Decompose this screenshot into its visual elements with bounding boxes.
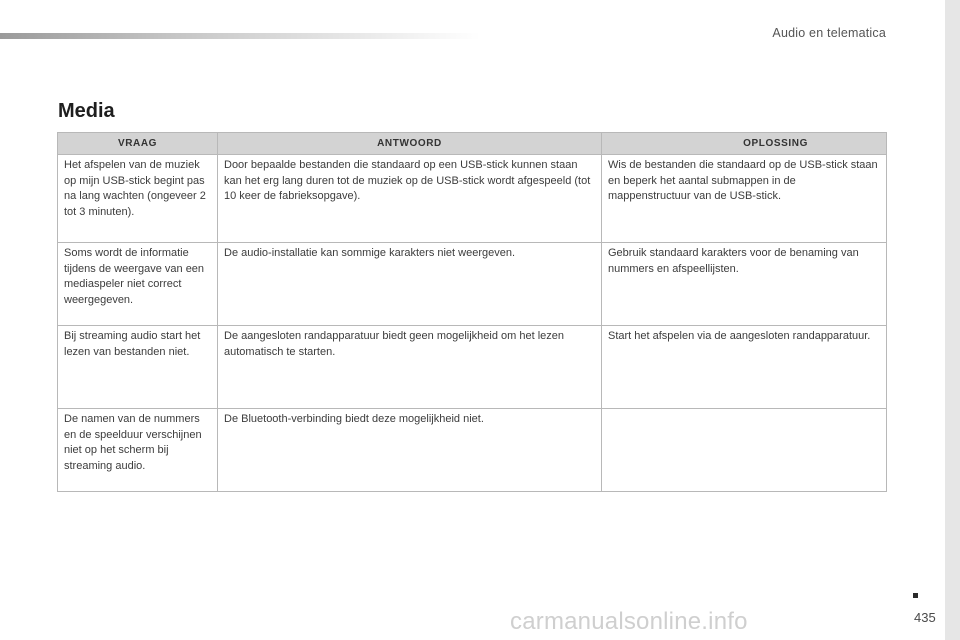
section-label: Audio en telematica xyxy=(772,26,886,40)
solution-cell: Gebruik standaard karakters voor de benaming van nummers en afspeellijsten. xyxy=(602,243,887,326)
page-marker-square xyxy=(913,593,918,598)
solution-cell: Wis de bestanden die standaard op de USB-stick staan en beperk het aantal submappen in de mappenstructuur van de USB-stick. xyxy=(602,155,887,243)
answer-cell: De aangesloten randapparatuur biedt geen mogelijkheid om het lezen automatisch te starten. xyxy=(218,326,602,409)
answer-cell: Door bepaalde bestanden die standaard op een USB-stick kunnen staan kan het erg lang duren tot de muziek op de USB-stick wordt afgespeeld (tot 10 keer de fabrieksopgave). xyxy=(218,155,602,243)
table-row xyxy=(58,326,887,409)
watermark: carmanualsonline.info xyxy=(510,608,748,635)
solution-cell: Start het afspelen via de aangesloten randapparatuur. xyxy=(602,326,887,409)
table-row xyxy=(58,243,887,326)
question-cell: De namen van de nummers en de speelduur verschijnen niet op het scherm bij streaming audio. xyxy=(58,409,218,492)
table-row xyxy=(58,155,887,243)
solution-cell xyxy=(602,409,887,492)
question-cell: Soms wordt de informatie tijdens de weergave van een mediaspeler niet correct weergegeven. xyxy=(58,243,218,326)
page-number: 435 xyxy=(914,610,936,625)
page-title: Media xyxy=(58,100,115,122)
column-header-question: VRAAG xyxy=(58,133,218,155)
table-header-row xyxy=(58,133,887,155)
column-header-answer: ANTWOORD xyxy=(218,133,602,155)
table-row xyxy=(58,409,887,492)
faq-table xyxy=(57,132,887,492)
page-edge-strip xyxy=(945,0,960,640)
column-header-solution: OPLOSSING xyxy=(602,133,887,155)
answer-cell: De audio-installatie kan sommige karakters niet weergeven. xyxy=(218,243,602,326)
answer-cell: De Bluetooth-verbinding biedt deze mogelijkheid niet. xyxy=(218,409,602,492)
question-cell: Bij streaming audio start het lezen van bestanden niet. xyxy=(58,326,218,409)
question-cell: Het afspelen van de muziek op mijn USB-stick begint pas na lang wachten (ongeveer 2 tot 3 minuten). xyxy=(58,155,218,243)
header-gradient-bar xyxy=(0,33,480,39)
